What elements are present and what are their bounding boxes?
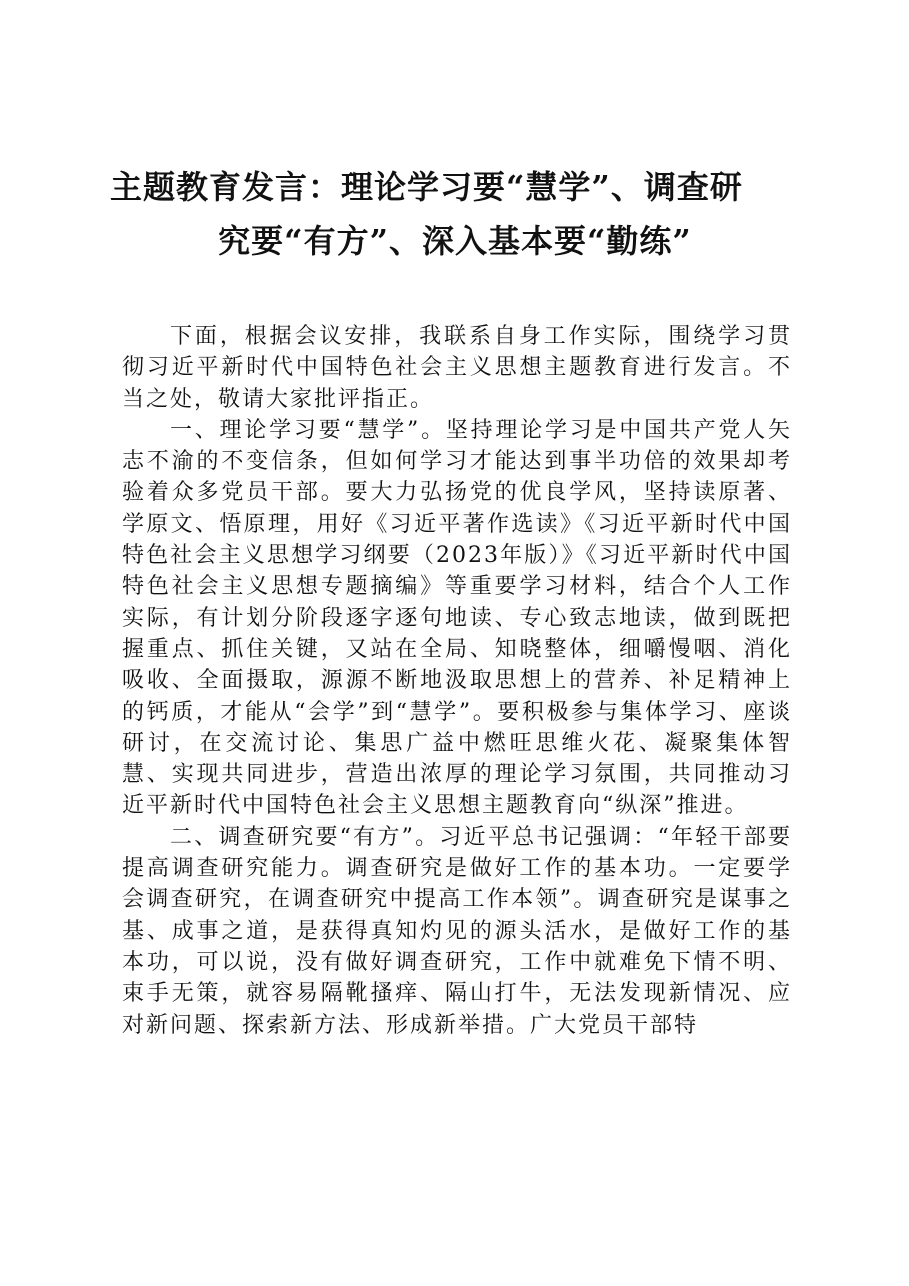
paragraph-theory-study: 一、理论学习要“慧学”。坚持理论学习是中国共产党人矢志不渝的不变信条，但如何学习才能达到事半功倍的效果却考验着众多党员干部。要大力弘扬党的优良学风，坚持读原著、学原文、悟原理，用好《习近平著作选读》《习近平新时代中国特色社会主义思想学习纲要（2023年版）》《习近平新时代中国特色社会主义思想专题摘编》等重要学习材料，结合个人工作实际，有计划分阶段逐字逐句地读、专心致志地读，做到既把握重点、抓住关键，又站在全局、知晓整体，细嚼慢咽、消化吸收、全面摄取，源源不断地汲取思想上的营养、补足精神上的钙质，才能从“会学”到“慧学”。要积极参与集体学习、座谈研讨，在交流讨论、集思广益中燃旺思维火花、凝聚集体智慧、实现共同进步，营造出浓厚的理论学习氛围，共同推动习近平新时代中国特色社会主义思想主题教育向“纵深”推进。	[122, 417, 792, 819]
paragraph-research: 二、调查研究要“有方”。习近平总书记强调：“年轻干部要提高调查研究能力。调查研究是做好工作的基本功。一定要学会调查研究，在调查研究中提高工作本领”。调查研究是谋事之基、成事之道，是获得真知灼见的源头活水，是做好工作的基本功，可以说，没有做好调查研究，工作中就难免下情不明、束手无策，就容易隔靴搔痒、隔山打牛，无法发现新情况、应对新问题、探索新方法、形成新举措。广大党员干部特	[122, 824, 792, 1038]
title-line-1: 主题教育发言：理论学习要“慧学”、调查研	[110, 168, 743, 206]
document-title	[110, 160, 800, 268]
paragraph-intro: 下面，根据会议安排，我联系自身工作实际，围绕学习贯彻习近平新时代中国特色社会主义思想主题教育进行发言。不当之处，敬请大家批评指正。	[122, 324, 792, 412]
title-line-2: 究要“有方”、深入基本要“勤练”	[218, 222, 692, 260]
document-body	[122, 321, 792, 1041]
